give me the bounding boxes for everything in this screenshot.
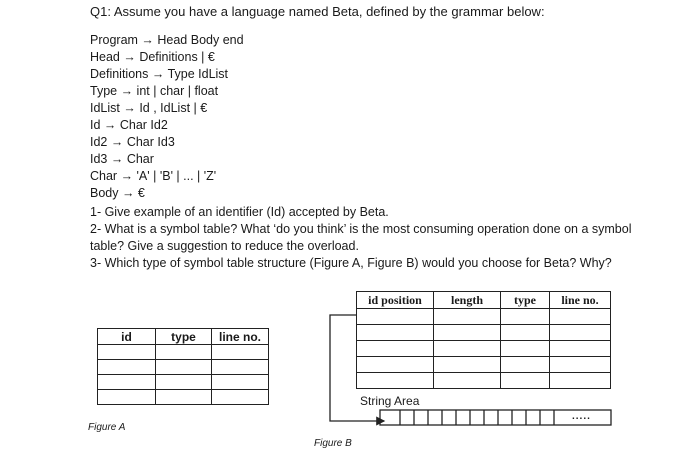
figure-b-header-id-position: id position xyxy=(357,292,434,309)
question-item-2-continued: table? Give a suggestion to reduce the overload. xyxy=(90,239,359,253)
grammar-rule-idlist: IdList → Id , IdList | € xyxy=(90,101,208,115)
question-item-2: 2- What is a symbol table? What ‘do you think’ is the most consuming operation done on a symbol xyxy=(90,222,632,236)
figure-b-caption: Figure B xyxy=(314,438,352,449)
string-area-label: String Area xyxy=(360,394,420,408)
question-item-1: 1- Give example of an identifier (Id) accepted by Beta. xyxy=(90,205,389,219)
grammar-rule-id3: Id3 → Char xyxy=(90,152,154,166)
grammar-rule-program: Program → Head Body end xyxy=(90,33,244,47)
grammar-rule-type: Type → int | char | float xyxy=(90,84,219,98)
grammar-rule-id: Id → Char Id2 xyxy=(90,118,168,132)
figure-a-header-id: id xyxy=(98,329,156,345)
question-title: Q1: Assume you have a language named Beta, defined by the grammar below: xyxy=(90,4,545,19)
grammar-rule-id2: Id2 → Char Id3 xyxy=(90,135,175,149)
grammar-rule-definitions: Definitions → Type IdList xyxy=(90,67,229,81)
question-item-3: 3- Which type of symbol table structure (Figure A, Figure B) would you choose for Beta? Why? xyxy=(90,256,612,270)
grammar-rule-head: Head → Definitions | € xyxy=(90,50,215,64)
figure-a-header-line-no: line no. xyxy=(212,329,269,345)
figure-b-header-length: length xyxy=(434,292,501,309)
figure-b-header-line-no: line no. xyxy=(550,292,611,309)
grammar-rule-char: Char → 'A' | 'B' | ... | 'Z' xyxy=(90,169,217,183)
grammar-rule-body: Body → € xyxy=(90,186,145,200)
figure-a-caption: Figure A xyxy=(88,422,126,433)
figure-a-header-type: type xyxy=(156,329,212,345)
figure-b-header-type: type xyxy=(501,292,550,309)
string-area-ellipsis: ..... xyxy=(572,411,591,422)
